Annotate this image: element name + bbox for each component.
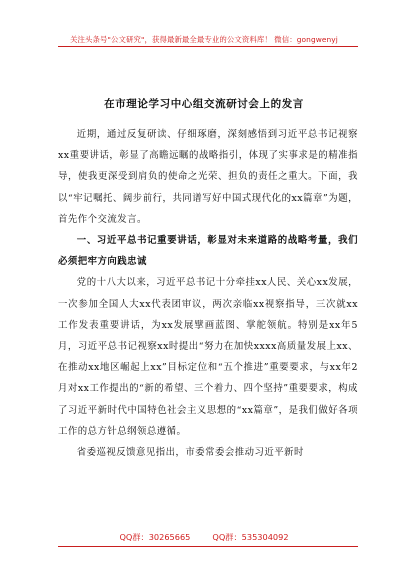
header-note: 关注头条号"公文研究"，获得最新最全最专业的公文资料库！ 微信：gongwenyj — [70, 35, 338, 44]
header-divider — [58, 46, 358, 47]
body-paragraph: 省委巡视反馈意见指出，市委常委会推动习近平新时 — [76, 447, 304, 459]
document-title: 在市理论学习中心组交流研讨会上的发言 — [104, 98, 304, 110]
section-heading: 一、习近平总书记重要讲话，彰显对未来道路的战略考量，我们必须把牢方向践忠诚 — [58, 235, 358, 268]
footer-divider — [58, 546, 358, 547]
footer-contact — [0, 532, 408, 543]
body-paragraph: 党的十八大以来，习近平总书记十分牵挂xx人民、关心xx发展，一次参加全国人大xx代表团审议，两次亲临xx视察指导，三次就xx工作发表重要讲话，为xx发展擘画蓝图、掌舵领航。特别是xx年5月，习近平总书记视察xx时提出“努力在加快xxxx高质量发展上xx、在推动xx地区崛起上xx”目标定位和“五个推进”重要要求，与xx年2月对xx工作提出的“新的希望、三个着力、四个坚持”重要要求，构成了习近平新时代中国特色社会主义思想的“xx篇章”，是我们做好各项工作的总方针总纲领总遵循。 — [58, 277, 358, 437]
intro-paragraph: 近期，通过反复研读、仔细琢磨，深刻感悟到习近平总书记视察xx重要讲话，彰显了高瞻远瞩的战略指引，体现了实事求是的精准指导，使我更深受到肩负的使命之光荣、担负的责任之重大。下面，我以“牢记嘱托、阔步前行，共同谱写好中国式现代化的xx篇章”为题，首先作个交流发言。 — [58, 129, 358, 225]
document-body — [58, 124, 358, 463]
qq-group-2: QQ群：535304092 — [212, 532, 289, 542]
qq-group-1: QQ群：30265665 — [119, 532, 191, 542]
